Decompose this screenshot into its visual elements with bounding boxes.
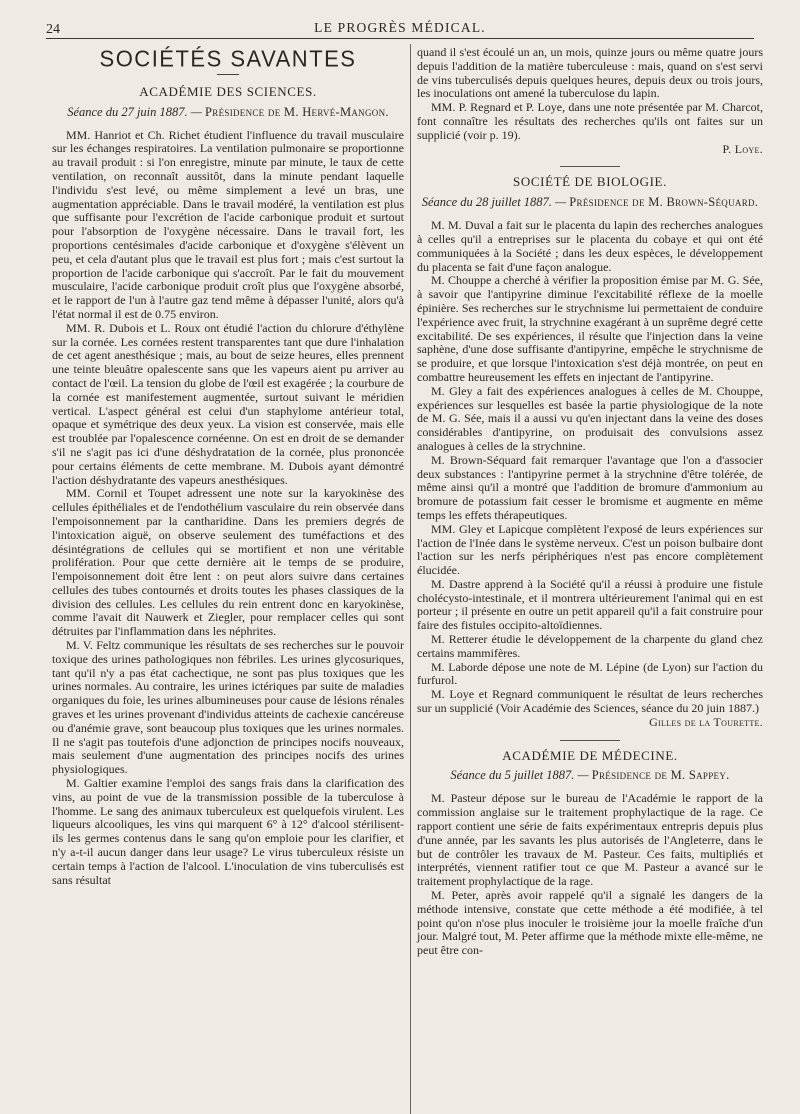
paragraph: MM. Hanriot et Ch. Richet étudient l'influence du travail musculaire sur les échanges respiratoires. La ventilation pulmonaire se proportionne au travail produit : si l'on enregistre, minute par minute, le taux de cette ventilation, on reconnaît aussitôt, dans la minute pendant laquelle l'individu s'est levé, ou même simplement a levé un bras, une augmentation appréciable. Dans le travail modéré, la ventilation est plus que suffisante pour l'excrétion de l'acide carbonique produit et surtout pour l'absorption de l'oxygène nécessaire. Dans le travail fort, les proportions centésimales d'acide carbonique et d'oxygène s'élèvent un peu, et cela d'autant plus que le travail est plus fort ; mais c'est surtout la proportion de l'acide carbonique qui s'accroît. Par le fait du mouvement musculaire, l'acide carbonique produit croît plus que l'oxygène absorbé, et le rapport de l'un à l'autre gaz tend même à dépasser l'unité, alors qu'à l'état normal il est de 0.75 environ. <box>52 127 404 321</box>
paragraph: MM. R. Dubois et L. Roux ont étudié l'action du chlorure d'éthylène sur la cornée. Les cornées restent transparentes tant que dure l'inhalation de cet agent anesthésique ; mais, au bout de seize heures, elles prennent une teinte bleuâtre opalescente sans que les vapeurs aient pu arriver au contact de l'œil. La tension du globe de l'œil est exagérée ; la courbure de la cornée est manifestement augmentée, surtout suivant le méridien vertical. L'aspect général est celui d'un staphylome antérieur total, opaque et symétrique des deux yeux. La vision est conservée, mais elle est troublée par l'opalescence cornéenne. On est en droit de se demander s'il ne s'agit pas ici d'une déshydratation de la cornée, plus prononcée pour certains éléments de cette membrane. M. Dubois ayant démontré l'action déshydratante des vapeurs anesthésiques. <box>52 320 404 487</box>
page-header <box>46 18 754 39</box>
paragraph: MM. Cornil et Toupet adressent une note sur la karyokinèse des cellules épithéliales et de l'endothélium vasculaire du rein observée dans l'empoisonnement par la cantharidine. Dans les premiers degrés de l'intoxication aiguë, on observe seulement des tuméfactions et des désintégrations de cellules qui se mortifient et non une véritable prolifération. Pour que cette dernière ait le temps de se produire, l'empoisonnement doit être lent : on peut alors suivre dans certaines cellules des tubes contournés et droits toutes les phases classiques de la division des cellules. Les cellules du rein entrent donc en karyokinèse, comme l'avait dit Nauwerk et Ziegler, pour remplacer celles qui sont détruites par l'inflammation dans les néphrites. <box>52 486 404 639</box>
continuation-paragraph: quand il s'est écoulé un an, un mois, quinze jours ou même quatre jours depuis l'addition de la matière tuberculeuse : mais, quand on s'est servi de vins tuberculisés depuis quelques heures, depuis deux ou trois jours, les inoculations ont amené la tuberculose du lapin. <box>417 45 763 101</box>
paragraph: M. V. Feltz communique les résultats de ses recherches sur le pouvoir toxique des urines pathologiques non fébriles. Les urines glycosuriques, tant qu'il n'y a pas état cachectique, ne sont pas plus toxiques que les urines normales. Au contraire, les urines ictériques par suite de maladies organiques du foie, les urines albumineuses pour cause de lésions rénales graves et les urines provenant d'individus atteints de cachexie cancéreuse ou d'anémie grave, sont beaucoup plus toxiques que les urines normales. Il ne s'agit pas toutefois d'une adjonction de principes nocifs nouveaux, mais seulement d'une augmentation des principes nocifs des urines physiologiques. <box>52 638 404 777</box>
academie-sciences-session <box>52 105 404 120</box>
medecine-session <box>417 768 763 783</box>
session-presidence: Présidence de M. Hervé-Mangon. <box>205 104 389 119</box>
right-column <box>417 46 763 1106</box>
paragraph: M. Laborde dépose une note de M. Lépine (de Lyon) sur l'action du furfurol. <box>417 659 763 688</box>
title-rule <box>217 74 239 75</box>
separator-rule <box>560 166 620 167</box>
session-date: Séance du 28 juillet 1887. — <box>421 195 567 210</box>
paragraph: M. Chouppe a cherché à vérifier la proposition émise par M. G. Sée, à savoir que l'antipyrine diminue l'excitabilité réflexe de la moelle épinière. Ses recherches sur le strychnisme lui permettaient de conduire l'expérience avec fruit, la strychnine exagérant à un suprême degré cette excitabilité. De ses expériences, il résulte que l'injection dans la veine saphène, d'une dose suffisante d'antipyrine, empêche le strychnisme de se produire, et que lorsque l'intoxication s'est déjà montrée, on peut en combattre heureusement les effets en injectant de l'antipyrine. <box>417 273 763 384</box>
session-date: Séance du 27 juin 1887. — <box>67 104 202 119</box>
paragraph: M. Pasteur dépose sur le bureau de l'Académie le rapport de la commission anglaise sur le traitement prophylactique de la rage. Ce rapport contient une série de faits expérimentaux entrepris depuis plus d'une année, par les savants les plus autorisés de l'Angleterre, dans le but de contrôler les travaux de M. Pasteur. Ces faits, multipliés et interprétés, viennent ratifier tout ce que M. Pasteur a avancé sur le traitement prophylactique de la rage. <box>417 791 763 889</box>
paragraph: M. Retterer étudie le développement de la charpente du gland chez certains mammifères. <box>417 632 763 660</box>
journal-title: LE PROGRÈS MÉDICAL. <box>314 20 486 35</box>
session-presidence: Présidence de M. Brown-Séquard. <box>569 195 759 210</box>
paragraph: M. Peter, après avoir rappelé qu'il a signalé les dangers de la méthode intensive, constate que cette méthode a été modifiée, à tel point qu'on n'ose plus inoculer le troisième jour la moelle fraîche d'un jour. Malgré tout, M. Peter affirme que la méthode mixte elle-même, ne peut être con- <box>417 888 763 958</box>
session-date: Séance du 5 juillet 1887. — <box>450 768 589 783</box>
paragraph: M. Galtier examine l'emploi des sangs frais dans la clarification des vins, au point de vue de la transmission possible de la tuberculose à l'homme. Le sang des animaux tuberculeux est quelquefois virulent. Les liqueurs alcooliques, les vins qui marquent 6° à 12° d'alcool stérilisent-ils les germes contenus dans le sang qu'on emploie pour les clarifier, et n'y a-t-il aucun danger dans leur usage? Le virus tuberculeux résiste un certain temps à l'action de l'alcool. L'inoculation de vins tuberculisés est sans résultat <box>52 776 404 887</box>
paragraph: M. Gley a fait des expériences analogues à celles de M. Chouppe, expériences sur lesquelles est basée la partie physiologique de la note de M. G. Sée, mais il a aussi vu qu'en injectant dans la veine des doses considérables d'antipyrine, on produisait des convulsions assez analogues à celles de la strychnine. <box>417 383 763 453</box>
paragraph: MM. Gley et Lapicque complètent l'exposé de leurs expériences sur l'action de l'Inée dans le système nerveux. C'est un poison bulbaire dont l'action sur les nerfs périphériques n'est pas encore complètement élucidée. <box>417 521 763 578</box>
academie-sciences-heading: ACADÉMIE DES SCIENCES. <box>139 83 317 99</box>
column-divider <box>410 44 411 1114</box>
biologie-heading: SOCIÉTÉ DE BIOLOGIE. <box>513 174 667 190</box>
section-title: SOCIÉTÉS SAVANTES <box>99 45 357 72</box>
paragraph: M. Brown-Séquard fait remarquer l'avantage que l'on a d'associer deux substances : l'antipyrine permet à la strychnine d'être tolérée, de même ainsi qu'il a montré que l'addition de bromure d'ammonium au bromure de potassium fait cesser le bromisme et augmente en même temps les effets thérapeutiques. <box>417 452 763 522</box>
paragraph: MM. P. Regnard et P. Loye, dans une note présentée par M. Charcot, font connaître les résultats des recherches qu'ils ont faites sur un supplicié (voir p. 19). <box>417 100 763 142</box>
paragraph: M. M. Duval a fait sur le placenta du lapin des recherches analogues à celles qu'il a entreprises sur le placenta du cobaye et qui ont été communiquées à la Société ; dans les deux espèces, le développement du placenta se fait d'une façon analogue. <box>417 218 763 274</box>
signature: Gilles de la Tourette. <box>649 714 763 729</box>
paragraph: M. Dastre apprend à la Société qu'il a réussi à produire une fistule cholécysto-intestinale, et il montrera ultérieurement l'animal qui en est porteur ; il présente en outre un petit appareil qu'il a fait construire pour faire des fistules occipito-altoïdiennes. <box>417 576 763 633</box>
separator-rule <box>560 740 620 741</box>
medecine-heading: ACADÉMIE DE MÉDECINE. <box>502 747 678 763</box>
signature: P. Loye. <box>722 141 763 156</box>
paragraph: M. Loye et Regnard communiquent le résultat de leurs recherches sur un supplicié (Voir Académie des Sciences, séance du 20 juin 1887.) <box>417 687 763 716</box>
session-presidence: Présidence de M. Sappey. <box>591 768 730 783</box>
left-column <box>52 46 404 1106</box>
biologie-session <box>417 195 763 210</box>
page-number: 24 <box>46 22 60 37</box>
